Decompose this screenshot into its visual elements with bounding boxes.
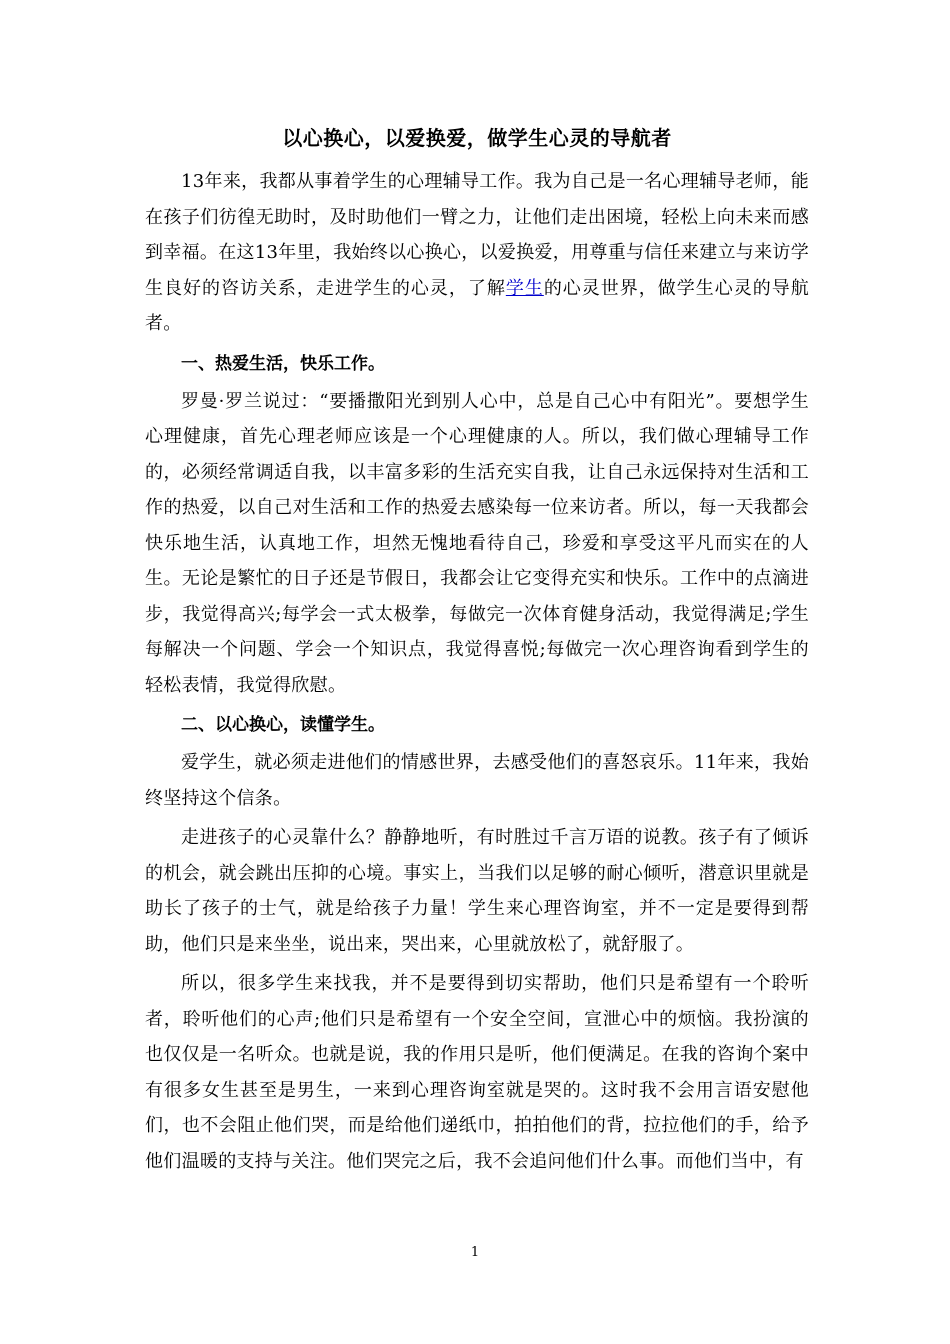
intro-text-before-link: 13年来，我都从事着学生的心理辅导工作。我为自己是一名心理辅导老师，能在孩子们彷徨无助时，及时助他们一臂之力，让他们走出困境，轻松上向未来而感到幸福。在这13年里，我始终以心换心，以爱换爱，用尊重与信任来建立与来访学生良好的咨访关系，走进学生的心灵，了解 — [145, 171, 810, 299]
section2-paragraph-3: 所以，很多学生来找我，并不是要得到切实帮助，他们只是希望有一个聆听者，聆听他们的心声;他们只是希望有一个安全空间，宣泄心中的烦恼。我扮演的也仅仅是一名听众。也就是说，我的作用只是听，他们便满足。在我的咨询个案中有很多女生甚至是男生，一来到心理咨询室就是哭的。这时我不会用言语安慰他们，也不会阻止他们哭，而是给他们递纸巾，拍拍他们的背，拉拉他们的手，给予他们温暖的支持与关注。他们哭完之后，我不会追问他们什么事。而他们当中，有 — [145, 973, 809, 1172]
section2-paragraph-1: 爱学生，就必须走进他们的情感世界，去感受他们的喜怒哀乐。11年来，我始终坚持这个信条。 — [145, 752, 809, 809]
section1-paragraph: 罗曼·罗兰说过：“要播撒阳光到别人心中，总是自己心中有阳光”。要想学生心理健康，首先心理老师应该是一个心理健康的人。所以，我们做心理辅导工作的，必须经常调适自我，以丰富多彩的生活充实自我，让自己永远保持对生活和工作的热爱，以自己对生活和工作的热爱去感染每一位来访者。所以，每一天我都会快乐地生活，认真地工作，坦然无愧地看待自己，珍爱和享受这平凡而实在的人生。无论是繁忙的日子还是节假日，我都会让它变得充实和快乐。工作中的点滴进步，我觉得高兴;每学会一式太极拳，每做完一次体育健身活动，我觉得满足;学生每解决一个问题、学会一个知识点，我觉得喜悦;每做完一次心理咨询看到学生的轻松表情，我觉得欣慰。 — [145, 390, 809, 696]
document-page — [145, 118, 809, 1183]
document-title: 以心换心，以爱换爱，做学生心灵的导航者 — [282, 126, 672, 150]
section2-heading: 二、以心换心，读懂学生。 — [181, 715, 385, 735]
intro-text-after-link: 的心灵世界，做学生心灵的导航者。 — [145, 277, 809, 334]
section1-heading: 一、热爱生活，快乐工作。 — [181, 353, 385, 374]
student-link[interactable]: 学生 — [505, 277, 544, 299]
section2-paragraph-2: 走进孩子的心灵靠什么？静静地听，有时胜过千言万语的说教。孩子有了倾诉的机会，就会跳出压抑的心境。事实上，当我们以足够的耐心倾听，潜意识里就是助长了孩子的士气，就是给孩子力量！学生来心理咨询室，并不一定是要得到帮助，他们只是来坐坐，说出来，哭出来，心里就放松了，就舒服了。 — [145, 827, 809, 955]
intro-paragraph — [145, 164, 809, 342]
page-number: 1 — [470, 1245, 480, 1260]
